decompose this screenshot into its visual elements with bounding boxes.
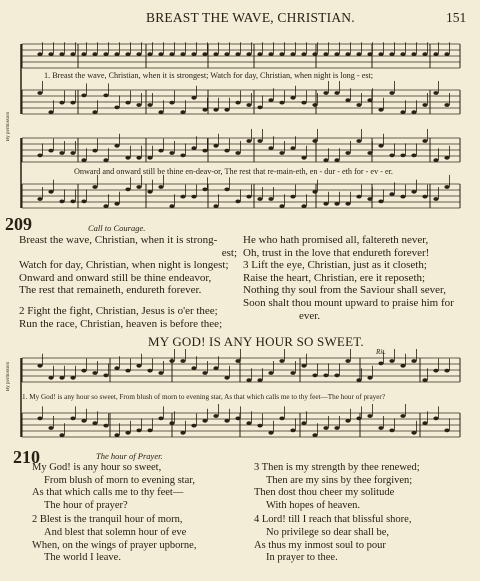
note-head <box>422 378 427 382</box>
note-head <box>213 366 218 370</box>
note-head <box>312 52 317 56</box>
note-head <box>356 417 361 421</box>
note-head <box>422 139 427 143</box>
note-head <box>224 376 229 380</box>
note-head <box>246 421 251 425</box>
hymn-number-2: 210 <box>13 447 40 467</box>
note-head <box>103 52 108 56</box>
note-head <box>378 362 383 366</box>
note-head <box>81 369 86 373</box>
hymn-subtitle-2: The hour of Prayer. <box>96 451 163 461</box>
note-head <box>158 149 163 153</box>
note-head <box>59 52 64 56</box>
verse-line: From blush of morn to evening star, <box>44 474 195 486</box>
note-head <box>180 154 185 158</box>
note-head <box>180 431 185 435</box>
note-head <box>323 91 328 95</box>
note-head <box>389 91 394 95</box>
note-head <box>235 417 240 421</box>
note-head <box>37 91 42 95</box>
verse-line: 3 Then is my strength by thee renewed; <box>254 462 420 473</box>
verse-line: No privilege so dear shall be, <box>266 526 390 538</box>
note-head <box>180 359 185 363</box>
verse-line: As thus my inmost soul to pour <box>254 539 386 551</box>
note-head <box>334 426 339 430</box>
page-number: 151 <box>446 10 467 25</box>
note-head <box>81 419 86 423</box>
note-head <box>48 426 53 430</box>
verse-line: 2 Fight the fight, Christian, Jesus is o'er thee; <box>19 304 218 317</box>
note-head <box>268 371 273 375</box>
verse-line: The rest that remaineth, endureth forever. <box>19 284 202 297</box>
note-head <box>411 154 416 158</box>
note-head <box>257 197 262 201</box>
note-head <box>356 378 361 382</box>
note-head <box>213 108 218 112</box>
note-head <box>268 146 273 150</box>
note-head <box>70 417 75 421</box>
note-head <box>257 378 262 382</box>
note-head <box>48 110 53 114</box>
note-head <box>224 419 229 423</box>
note-head <box>81 158 86 162</box>
note-head <box>290 146 295 150</box>
note-head <box>301 156 306 160</box>
verse-line: The world I leave. <box>44 552 121 564</box>
note-head <box>224 52 229 56</box>
note-head <box>169 204 174 208</box>
note-head <box>433 197 438 201</box>
verse-line: With hopes of heaven. <box>266 499 361 511</box>
note-head <box>334 91 339 95</box>
note-head <box>257 424 262 428</box>
note-head <box>312 374 317 378</box>
verse-line: The hour of prayer? <box>44 499 128 511</box>
note-head <box>158 371 163 375</box>
note-head <box>136 364 141 368</box>
note-head <box>444 369 449 373</box>
note-head <box>213 204 218 208</box>
hymn-title-2: MY GOD! IS ANY HOUR SO SWEET. <box>148 334 364 349</box>
note-head <box>224 149 229 153</box>
note-head <box>400 52 405 56</box>
note-head <box>125 101 130 105</box>
note-head <box>367 197 372 201</box>
note-head <box>147 52 152 56</box>
note-head <box>246 378 251 382</box>
note-head <box>389 192 394 196</box>
note-head <box>246 195 251 199</box>
note-head <box>422 195 427 199</box>
verse-line: Raise the heart, Christian, ere it reposeth; <box>243 271 426 284</box>
note-head <box>378 426 383 430</box>
note-head <box>59 151 64 155</box>
verse-line: 2 Blest is the tranquil hour of morn, <box>32 514 183 526</box>
hymn-subtitle: Call to Courage. <box>88 223 146 233</box>
verse-line: Oh, trust in the love that endureth forever! <box>243 246 430 259</box>
note-head <box>125 431 130 435</box>
note-head <box>136 185 141 189</box>
note-head <box>70 101 75 105</box>
note-head <box>136 103 141 107</box>
note-head <box>70 52 75 56</box>
note-head <box>389 154 394 158</box>
verse-line: As that which calls me to thy feet— <box>32 487 184 499</box>
note-head <box>37 417 42 421</box>
hymn-number: 209 <box>5 214 32 234</box>
note-head <box>191 424 196 428</box>
note-head <box>268 98 273 102</box>
note-head <box>246 52 251 56</box>
note-head <box>444 429 449 433</box>
note-head <box>169 151 174 155</box>
note-head <box>158 185 163 189</box>
note-head <box>92 371 97 375</box>
note-head <box>158 110 163 114</box>
note-head <box>301 204 306 208</box>
note-head <box>81 94 86 98</box>
music-lyric-line-2: Onward and onward still be thine en-deav-or, The rest that re-main-eth, en - dur - eth for - ev - er. <box>74 167 393 176</box>
note-head <box>125 369 130 373</box>
note-head <box>202 419 207 423</box>
note-head <box>37 364 42 368</box>
note-head <box>48 190 53 194</box>
note-head <box>191 366 196 370</box>
note-head <box>279 417 284 421</box>
verse-line: Soon shalt thou mount upward to praise him for <box>243 296 454 309</box>
note-head <box>136 156 141 160</box>
note-head <box>224 188 229 192</box>
note-head <box>268 197 273 201</box>
note-head <box>246 139 251 143</box>
verse-line: Nothing thy soul from the Saviour shall sever, <box>243 284 447 297</box>
note-head <box>433 91 438 95</box>
note-head <box>59 376 64 380</box>
note-head <box>433 417 438 421</box>
note-head <box>345 202 350 206</box>
note-head <box>125 188 130 192</box>
note-head <box>279 151 284 155</box>
note-head <box>257 106 262 110</box>
verse-line: Watch for day, Christian, when night is longest; <box>19 259 229 272</box>
note-head <box>400 414 405 418</box>
note-head <box>37 197 42 201</box>
note-head <box>147 429 152 433</box>
note-head <box>103 158 108 162</box>
note-head <box>279 359 284 363</box>
note-head <box>180 110 185 114</box>
note-head <box>147 369 152 373</box>
note-head <box>92 110 97 114</box>
note-head <box>367 376 372 380</box>
note-head <box>169 52 174 56</box>
note-head <box>158 417 163 421</box>
note-head <box>323 374 328 378</box>
note-head <box>136 429 141 433</box>
note-head <box>268 431 273 435</box>
note-head <box>235 359 240 363</box>
note-head <box>147 103 152 107</box>
note-head <box>191 96 196 100</box>
note-head <box>70 200 75 204</box>
permission-label: By permission <box>6 112 11 142</box>
note-head <box>422 103 427 107</box>
note-head <box>301 364 306 368</box>
note-head <box>114 202 119 206</box>
verses-left-210 <box>32 462 196 565</box>
note-head <box>48 149 53 153</box>
note-head <box>411 431 416 435</box>
note-head <box>334 374 339 378</box>
verses-left-209 <box>19 234 237 330</box>
note-head <box>213 144 218 148</box>
note-head <box>356 139 361 143</box>
note-head <box>169 101 174 105</box>
note-head <box>312 139 317 143</box>
note-head <box>334 158 339 162</box>
verses-right-210 <box>254 462 420 565</box>
note-head <box>202 188 207 192</box>
note-head <box>257 139 262 143</box>
note-head <box>114 144 119 148</box>
note-head <box>400 110 405 114</box>
note-head <box>169 359 174 363</box>
note-head <box>147 156 152 160</box>
note-head <box>433 52 438 56</box>
note-head <box>301 52 306 56</box>
note-head <box>345 359 350 363</box>
note-head <box>202 149 207 153</box>
note-head <box>323 158 328 162</box>
note-head <box>81 200 86 204</box>
note-head <box>191 52 196 56</box>
note-head <box>444 52 449 56</box>
note-head <box>367 98 372 102</box>
note-head <box>400 154 405 158</box>
note-head <box>37 154 42 158</box>
note-head <box>92 185 97 189</box>
note-head <box>312 103 317 107</box>
note-head <box>191 195 196 199</box>
note-head <box>235 151 240 155</box>
note-head <box>389 52 394 56</box>
note-head <box>81 52 86 56</box>
verse-line: Breast the wave, Christian, when it is strong- <box>19 234 218 246</box>
note-head <box>290 371 295 375</box>
note-head <box>213 52 218 56</box>
note-head <box>180 195 185 199</box>
note-head <box>103 204 108 208</box>
verse-line: In prayer to thee. <box>266 552 338 564</box>
permission-label-2: By permission <box>6 362 11 392</box>
verse-line: Then are my sins by thee forgiven; <box>266 474 413 486</box>
note-head <box>279 101 284 105</box>
note-head <box>147 190 152 194</box>
verses-right-209 <box>243 234 454 322</box>
note-head <box>235 200 240 204</box>
note-head <box>334 52 339 56</box>
note-head <box>37 52 42 56</box>
note-head <box>422 52 427 56</box>
music-lyric-line-3: 1. My God! is any hour so sweet, From blush of morn to evening star, As that which calls me to thy feet—The hour of prayer? <box>22 393 386 401</box>
note-head <box>180 52 185 56</box>
music-lyric-line-1: 1. Breast the wave, Christian, when it is strongest; Watch for day, Christian, when night is long - est; <box>44 71 374 80</box>
note-head <box>367 52 372 56</box>
note-head <box>345 151 350 155</box>
note-head <box>411 52 416 56</box>
note-head <box>114 52 119 56</box>
note-head <box>268 52 273 56</box>
note-head <box>345 98 350 102</box>
note-head <box>48 52 53 56</box>
note-head <box>114 106 119 110</box>
note-head <box>411 359 416 363</box>
note-head <box>246 103 251 107</box>
note-head <box>444 103 449 107</box>
note-head <box>444 185 449 189</box>
note-head <box>290 195 295 199</box>
note-head <box>191 146 196 150</box>
note-head <box>257 52 262 56</box>
note-head <box>290 429 295 433</box>
note-head <box>400 195 405 199</box>
note-head <box>378 108 383 112</box>
verse-line: My God! is any hour so sweet, <box>32 462 162 473</box>
note-head <box>279 204 284 208</box>
note-head <box>400 364 405 368</box>
note-head <box>444 156 449 160</box>
note-head <box>103 94 108 98</box>
note-head <box>70 151 75 155</box>
verse-line: 3 Lift the eye, Christian, just as it closeth; <box>243 259 427 272</box>
note-head <box>433 158 438 162</box>
note-head <box>356 52 361 56</box>
note-head <box>301 101 306 105</box>
note-head <box>422 421 427 425</box>
note-head <box>323 52 328 56</box>
note-head <box>356 195 361 199</box>
note-head <box>279 52 284 56</box>
note-head <box>301 421 306 425</box>
verse-line: Then dost thou cheer my solitude <box>254 487 395 499</box>
note-head <box>92 421 97 425</box>
note-head <box>92 149 97 153</box>
verse-line: 4 Lord! till I reach that blissful shore, <box>254 514 412 526</box>
note-head <box>411 110 416 114</box>
note-head <box>312 190 317 194</box>
note-head <box>235 101 240 105</box>
verse-line: When, on the wings of prayer upborne, <box>32 539 197 551</box>
note-head <box>312 433 317 437</box>
note-head <box>48 376 53 380</box>
note-head <box>103 374 108 378</box>
note-head <box>411 190 416 194</box>
note-head <box>345 419 350 423</box>
note-head <box>136 52 141 56</box>
note-head <box>125 156 130 160</box>
note-head <box>323 202 328 206</box>
note-head <box>290 96 295 100</box>
rit-label: Rit. <box>376 348 386 356</box>
note-head <box>125 52 130 56</box>
note-head <box>158 52 163 56</box>
note-head <box>114 366 119 370</box>
note-head <box>59 101 64 105</box>
verse-line: Run the race, Christian, heaven is before thee; <box>19 317 223 330</box>
note-head <box>378 52 383 56</box>
note-head <box>169 421 174 425</box>
note-head <box>334 202 339 206</box>
verse-line: He who hath promised all, faltereth never, <box>243 234 429 246</box>
note-head <box>213 414 218 418</box>
note-head <box>202 371 207 375</box>
note-head <box>367 151 372 155</box>
note-head <box>202 108 207 112</box>
note-head <box>389 359 394 363</box>
verse-line: ever. <box>299 309 321 322</box>
note-head <box>356 103 361 107</box>
note-head <box>367 414 372 418</box>
verse-line: Onward and onward still be thine endeavor, <box>19 271 212 284</box>
note-head <box>433 369 438 373</box>
note-head <box>224 108 229 112</box>
note-head <box>323 426 328 430</box>
note-head <box>114 433 119 437</box>
note-head <box>70 376 75 380</box>
note-head <box>235 52 240 56</box>
verse-line: And blest that solemn hour of eve <box>44 526 187 538</box>
note-head <box>59 200 64 204</box>
note-head <box>378 200 383 204</box>
note-head <box>92 52 97 56</box>
note-head <box>389 429 394 433</box>
note-head <box>378 144 383 148</box>
note-head <box>202 52 207 56</box>
hymn-title: BREAST THE WAVE, CHRISTIAN. <box>146 10 355 25</box>
note-head <box>103 424 108 428</box>
note-head <box>290 52 295 56</box>
verse-line <box>19 297 237 305</box>
verse-line: est; <box>221 246 237 259</box>
note-head <box>59 433 64 437</box>
note-head <box>345 52 350 56</box>
